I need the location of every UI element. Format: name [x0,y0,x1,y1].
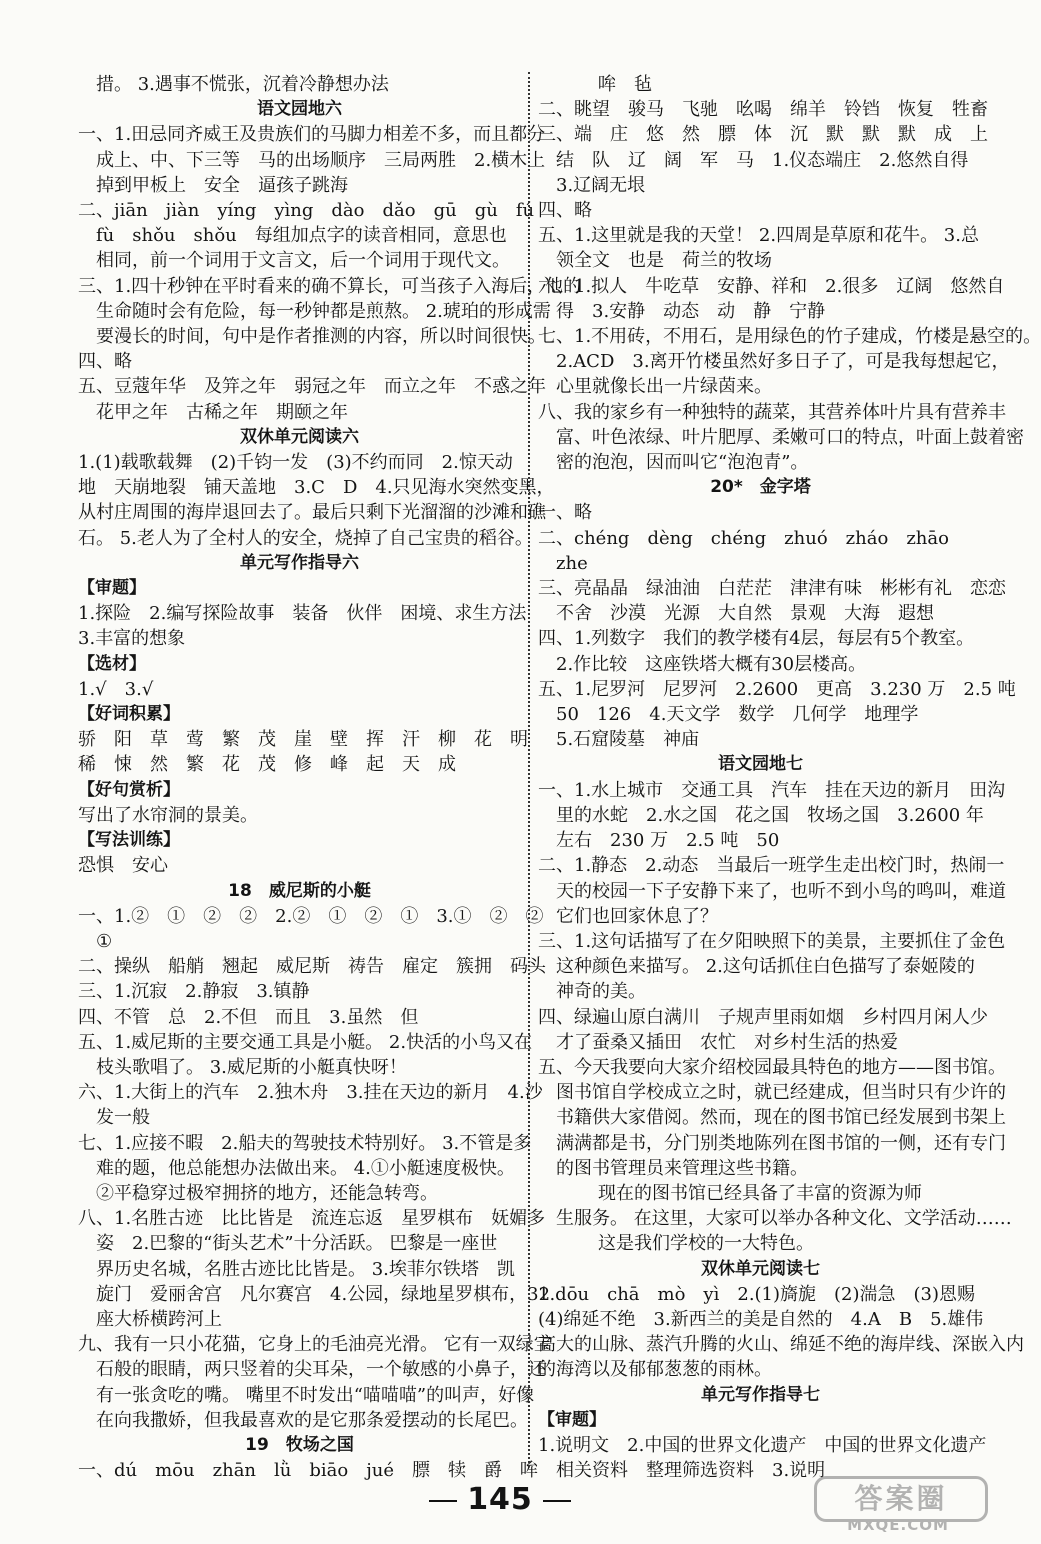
answer-line: 密的泡泡，因而叫它“泡泡青”。 [556,452,809,474]
answer-line: 姿 2.巴黎的“街头艺术”十分活跃。 巴黎是一座世 [96,1233,498,1255]
answer-line: 二、眺望 骏马 飞驰 吆喝 绵羊 铃铛 恢复 牲畜 [538,99,988,121]
answer-line: 座大桥横跨河上 [96,1308,222,1330]
footer-dash-left [429,1500,457,1502]
answer-line: 现在的图书馆已经具备了丰富的资源为师 [598,1182,922,1204]
answer-line: 八、我的家乡有一种独特的蔬菜，其营养体叶片具有营养丰 [538,401,1006,423]
answer-line: 二、chéng dèng chéng zhuó zháo zhāo [538,527,949,549]
answer-line: 有一张贪吃的嘴。 嘴里不时发出“喵喵喵”的叫声，好像 [96,1384,535,1406]
answer-line: 五、豆蔻年华 及笄之年 弱冠之年 而立之年 不惑之年 [78,376,546,398]
answer-line: 1.(1)载歌载舞 (2)千钧一发 (3)不约而同 2.惊天动 [78,452,513,474]
answer-line: fù shǒu shǒu 每组加点字的读音相同，意思也 [96,225,507,247]
answer-line: 稀 悚 然 繁 花 茂 修 峰 起 天 成 [78,754,456,776]
answer-line: 五、1.这里就是我的天堂！ 2.四周是草原和花牛。 3.总 [538,225,979,247]
section-heading: 18 威尼斯的小艇 [228,880,371,901]
answer-line: 三、1.沉寂 2.静寂 3.镇静 [78,981,310,1003]
answer-line: 难的题，他总能想办法做出来。 4.①小艇速度极快。 [96,1157,515,1179]
section-heading: 单元写作指导七 [701,1384,820,1405]
answer-line: 的海湾以及郁郁葱葱的雨林。 [538,1359,772,1381]
right-column [538,72,1041,1483]
answer-line: 三、1.这句话描写了在夕阳映照下的美景，主要抓住了金色 [538,930,1006,952]
answer-line: 四、绿遍山原白满川 子规声里雨如烟 乡村四月闲人少 [538,1006,988,1028]
answer-line: 天的校园一下子安静下来了，也听不到小鸟的鸣叫，难道 [556,880,1006,902]
answer-line: 二、操纵 船艄 翘起 威尼斯 祷告 雇定 簇拥 码头 [78,956,546,978]
answer-line: 3.辽阔无垠 [556,174,646,196]
answer-line: 四、1.列数字 我们的教学楼有4层，每层有5个教室。 [538,628,975,650]
answer-line: 界历史名城，名胜古迹比比皆是。 3.埃菲尔铁塔 凯 [96,1258,515,1280]
answer-line: 骄 阳 草 莺 繁 茂 崖 壁 挥 汗 柳 花 明 [78,729,528,751]
answer-line: 七、1.不用砖，不用石，是用绿色的竹子建成，竹楼是悬空的。 [538,326,1041,348]
answer-line: 五、今天我要向大家介绍校园最具特色的地方——图书馆。 [538,1056,1006,1078]
subsection-tag: 【好句赏析】 [78,779,180,800]
answer-line: 五、1.尼罗河 尼罗河 2.2600 更高 3.230 万 2.5 吨 [538,678,1016,700]
answer-line: 三、亮晶晶 绿油油 白茫茫 津津有味 彬彬有礼 恋恋 [538,578,1006,600]
answer-line: 1.说明文 2.中国的世界文化遗产 中国的世界文化遗产 [538,1434,987,1456]
answer-line: 枝头歌唱了。 3.威尼斯的小艇真快呀！ [96,1056,407,1078]
answer-line: 1.√ 3.√ [78,678,154,700]
answer-line: 七、1.应接不暇 2.船夫的驾驶技术特别好。 3.不管是多 [78,1132,532,1154]
answer-line: 生服务。 在这里，大家可以举办各种文化、文学活动…… [556,1208,1012,1230]
footer-dash-right [543,1500,571,1502]
answer-line: 三、1.四十秒钟在平时看来的确不算长，可当孩子入海后，他的 [78,275,582,297]
answer-line: ① [96,930,113,952]
answer-line: 哞 毡 [598,74,652,95]
answer-line: 旋门 爱丽舍宫 凡尔赛宫 4.公园，绿地星罗棋布，32 [96,1283,551,1305]
answer-line: 图书馆自学校成立之时，就已经建成，但当时只有少许的 [556,1082,1006,1104]
answer-line: 这种颜色来描写。 2.这句话抓住白色描写了泰姬陵的 [556,956,975,978]
section-heading: 19 牧场之国 [245,1434,354,1455]
subsection-tag: 【好词积累】 [78,704,180,725]
answer-line: 掉到甲板上 安全 逼孩子跳海 [96,174,348,196]
answer-line: 六、1.拟人 牛吃草 安静、祥和 2.很多 辽阔 悠然自 [538,275,1005,297]
answer-line: 四、略 [78,351,132,373]
answer-line: 书籍供大家借阅。然而，现在的图书馆已经发展到书架上 [556,1107,1006,1129]
section-heading: 语文园地七 [718,754,803,775]
answer-line: 四、不管 总 2.不但 而且 3.虽然 但 [78,1006,419,1028]
subsection-tag: 【写法训练】 [78,830,180,851]
answer-line: 生命随时会有危险，每一秒钟都是煎熬。 2.琥珀的形成需 [96,300,551,322]
answer-line: 它们也回家休息了？ [556,905,718,927]
answer-line: 2.作比较 这座铁塔大概有30层楼高。 [556,653,867,675]
answer-line: 左右 230 万 2.5 吨 50 [556,830,780,852]
answer-line: 得 3.安静 动态 动 静 宁静 [556,300,826,322]
answer-line: 的图书管理员来管理这些书籍。 [556,1157,808,1179]
section-heading: 双休单元阅读六 [240,426,359,447]
section-heading: 20* 金字塔 [710,477,811,498]
watermark-url: MXQE.COM [847,1516,949,1534]
answer-line: 1.探险 2.编写探险故事 装备 伙伴 困境、求生方法 [78,603,527,625]
answer-line: 成上、中、下三等 马的出场顺序 三局两胜 2.横木上 [96,149,546,171]
section-heading: 语文园地六 [257,99,342,120]
section-heading: 单元写作指导六 [240,552,359,573]
answer-line: 相同，前一个词用于文言文，后一个词用于现代文。 [96,250,510,272]
answer-line: 50 126 4.天文学 数学 几何学 地理学 [556,704,919,726]
answer-line: 一、1.② ① ② ② 2.② ① ② ① 3.① ② ② [78,905,544,927]
answer-line: 从村庄周围的海岸退回去了。最后只剩下光溜溜的沙滩和礁 [78,502,546,524]
page-number: 145 [467,1482,533,1517]
answer-line: 一、1.田忌同齐威王及贵族们的马脚力相差不多，而且都分 [78,124,546,146]
column-divider [528,72,530,1467]
answer-line: 相关资料 整理筛选资料 3.说明 [556,1460,826,1482]
answer-line: 三、端 庄 悠 然 膘 体 沉 默 默 默 成 上 [538,124,988,146]
answer-line: 八、1.名胜古迹 比比皆是 流连忘返 星罗棋布 妩媚多 [78,1208,546,1230]
answer-line: 五、1.威尼斯的主要交通工具是小艇。 2.快活的小鸟又在 [78,1031,533,1053]
answer-line: 结 队 辽 阔 军 马 1.仪态端庄 2.悠然自得 [556,149,969,171]
answer-line: 不舍 沙漠 光源 大自然 景观 大海 遐想 [556,603,934,625]
answer-line: 神奇的美。 [556,981,646,1003]
answer-line: 富、叶色浓绿、叶片肥厚、柔嫩可口的特点，叶面上鼓着密 [556,426,1024,448]
subsection-tag: 【选材】 [78,653,146,674]
answer-line: 地 天崩地裂 铺天盖地 3.C D 4.只见海水突然变黑， [78,477,555,499]
answer-line: 措。 3.遇事不慌张，沉着冷静想办法 [96,74,389,95]
answer-line: 写出了水帘洞的景美。 [78,804,258,826]
watermark-logo [814,1476,982,1534]
answer-line: 二、1.静态 2.动态 当最后一班学生走出校门时，热闹一 [538,855,1005,877]
answer-line: 1.dōu chā mò yì 2.(1)旖旎 (2)湍急 (3)恩赐 [538,1283,976,1305]
answer-line: 一、略 [538,502,592,524]
answer-line: 石。 5.老人为了全村人的安全，烧掉了自己宝贵的稻谷。 [78,527,533,549]
answer-line: 领全文 也是 荷兰的牧场 [556,250,772,272]
answer-line: 花甲之年 古稀之年 期颐之年 [96,401,348,423]
subsection-tag: 【审题】 [78,578,146,599]
answer-line: 5.石窟陵墓 神庙 [556,729,700,751]
answer-line: 3.丰富的想象 [78,628,186,650]
answer-line: zhe [556,552,588,574]
answer-line: 里的水蛇 2.水之国 花之国 牧场之国 3.2600 年 [556,804,984,826]
answer-line: 六、1.大街上的汽车 2.独木舟 3.挂在天边的新月 4.沙 [78,1082,543,1104]
answer-line: 一、1.水上城市 交通工具 汽车 挂在天边的新月 田沟 [538,779,1006,801]
answer-line: ②平稳穿过极窄拥挤的地方，还能急转弯。 [96,1182,438,1204]
answer-line: 满满都是书，分门别类地陈列在图书馆的一侧，还有专门 [556,1132,1006,1154]
answer-line: 恐惧 安心 [78,855,168,877]
section-heading: 双休单元阅读七 [701,1258,820,1279]
answer-line: (4)绵延不绝 3.新西兰的美是自然的 4.A B 5.雄伟 [538,1308,984,1330]
subsection-tag: 【审题】 [538,1409,606,1430]
answer-line: 高大的山脉、蒸汽升腾的火山、绵延不绝的海岸线、深嵌入内 [538,1334,1024,1356]
answer-line: 石般的眼睛，两只竖着的尖耳朵，一个敏感的小鼻子，还 [96,1359,546,1381]
answer-line: 四、略 [538,200,592,222]
answer-line: 二、jiān jiàn yíng yìng dào dǎo gū gù fú [78,200,535,222]
answer-line: 要漫长的时间，句中是作者推测的内容，所以时间很快。 [96,326,546,348]
answer-line: 一、dú mōu zhān lǜ biāo jué 膘 犊 爵 哞 [78,1460,539,1482]
answer-line: 九、我有一只小花猫，它身上的毛油亮光滑。 它有一双绿宝 [78,1334,552,1356]
answer-line: 才了蚕桑又插田 农忙 对乡村生活的热爱 [556,1031,898,1053]
answer-line: 发一般 [96,1107,150,1129]
answer-line: 这是我们学校的一大特色。 [598,1233,814,1255]
watermark-badge: 答案圈 [814,1476,988,1522]
answer-line: 在向我撒娇，但我最喜欢的是它那条爱摆动的长尾巴。 [96,1409,528,1431]
answer-line: 心里就像长出一片绿茵来。 [556,376,772,398]
answer-line: 2.ACD 3.离开竹楼虽然好多日子了，可是我每想起它， [556,351,1010,373]
